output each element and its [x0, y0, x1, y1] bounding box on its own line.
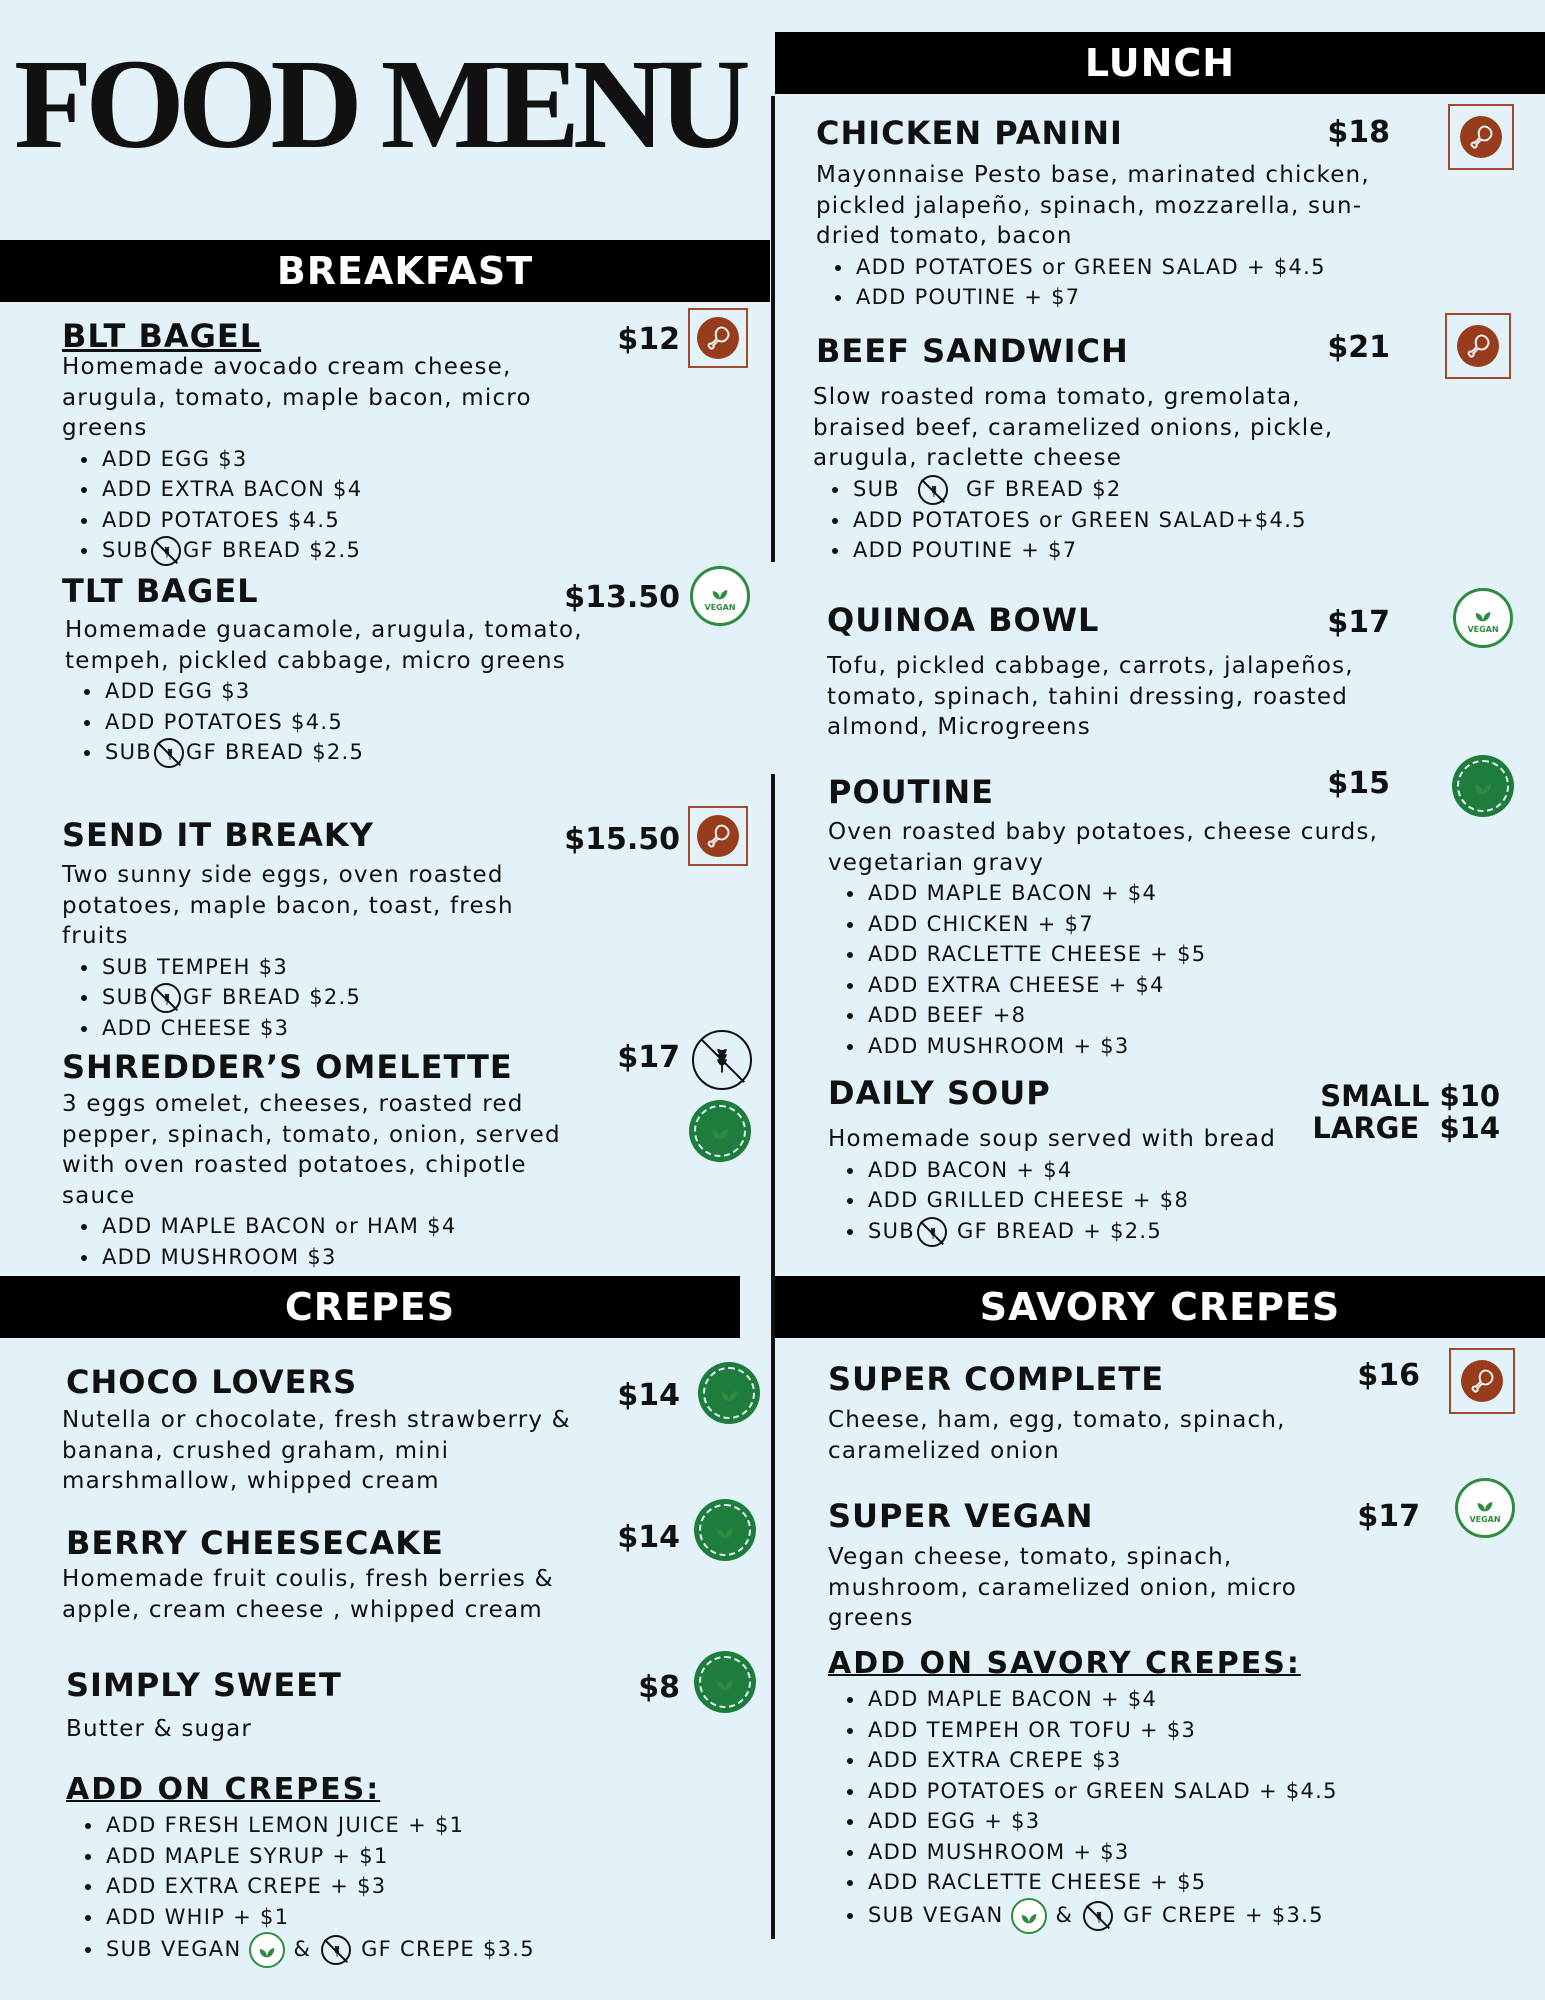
item-desc: Homemade soup served with bread: [828, 1126, 1276, 1152]
vegetarian-icon: [694, 1499, 756, 1561]
section-header-lunch: LUNCH: [775, 32, 1545, 94]
menu-item-super-vegan: [828, 1540, 1348, 1634]
gluten-free-icon: [154, 738, 184, 768]
item-price-quinoa-bowl: $17: [1327, 605, 1390, 640]
savory-addon-list: [828, 1684, 1338, 1934]
item-price-poutine: $15: [1327, 766, 1390, 801]
list-item: • ADD MAPLE BACON or HAM $4: [100, 1211, 582, 1242]
page-title: FOOD MENU: [14, 33, 744, 175]
menu-item-poutine: [828, 815, 1388, 1061]
item-name-berry-cheesecake: BERRY CHEESECAKE: [66, 1524, 444, 1562]
item-addons: [62, 444, 582, 567]
vegan-icon: VEGAN: [1453, 588, 1513, 648]
item-name-chicken-panini: CHICKEN PANINI: [816, 114, 1123, 152]
list-item: • ADD POTATOES or GREEN SALAD + $4.5: [854, 252, 1376, 283]
crepes-addon-title: ADD ON CREPES:: [66, 1772, 381, 1807]
item-desc: Tofu, pickled cabbage, carrots, jalapeños, tomato, spinach, tahini dressing, roasted almond, Microgreens: [827, 653, 1354, 740]
section-header-savory-crepes: SAVORY CREPES: [775, 1276, 1545, 1338]
item-name-tlt-bagel: TLT BAGEL: [62, 572, 259, 610]
list-item: • ADD EGG $3: [103, 676, 585, 707]
menu-item-blt-bagel: [62, 350, 582, 566]
meat-icon: [1448, 104, 1514, 170]
item-name-quinoa-bowl: QUINOA BOWL: [827, 601, 1100, 639]
list-item: • SUB GF BREAD + $2.5: [866, 1216, 1388, 1247]
crepes-addon-list: [66, 1810, 535, 1968]
meat-icon: [1445, 313, 1511, 379]
item-desc: Two sunny side eggs, oven roasted potatoes, maple bacon, toast, fresh fruits: [62, 862, 514, 949]
list-item: • ADD MAPLE BACON + $4: [866, 878, 1388, 909]
menu-item-super-complete: [828, 1403, 1348, 1466]
section-header-crepes: CREPES: [0, 1276, 740, 1338]
item-price-tlt-bagel: $13.50: [564, 580, 680, 615]
price-small: SMALL $10: [1320, 1079, 1500, 1113]
item-addons: [828, 878, 1388, 1061]
section-header-breakfast: BREAKFAST: [0, 240, 770, 302]
item-price-blt-bagel: $12: [617, 322, 680, 357]
list-item: • ADD POTATOES or GREEN SALAD+$4.5: [851, 505, 1373, 536]
menu-item-tlt-bagel: [65, 613, 585, 768]
item-addons: [62, 952, 582, 1044]
item-name-beef-sandwich: BEEF SANDWICH: [816, 332, 1129, 370]
list-item: • ADD RACLETTE CHEESE + $5: [866, 1867, 1338, 1898]
menu-item-chicken-panini: [816, 158, 1376, 313]
gluten-free-icon: [151, 536, 181, 566]
item-desc: Nutella or chocolate, fresh strawberry & banana, crushed graham, mini marshmallow, whipped cream: [62, 1407, 571, 1494]
gluten-free-icon: [918, 475, 948, 505]
item-desc: Homemade avocado cream cheese, arugula, tomato, maple bacon, micro greens: [62, 354, 532, 441]
item-desc: 3 eggs omelet, cheeses, roasted red pepper, spinach, tomato, onion, served with oven roasted potatoes, chipotle sauce: [62, 1091, 561, 1209]
column-divider-bottom: [771, 774, 775, 1939]
vegetarian-icon: [698, 1362, 760, 1424]
item-price-beef-sandwich: $21: [1327, 330, 1390, 365]
list-item: • ADD RACLETTE CHEESE + $5: [866, 939, 1388, 970]
item-name-daily-soup: DAILY SOUP: [828, 1074, 1051, 1112]
menu-item-daily-soup: [828, 1122, 1388, 1247]
list-item: • ADD TEMPEH OR TOFU + $3: [866, 1715, 1338, 1746]
list-item: • ADD POTATOES or GREEN SALAD + $4.5: [866, 1776, 1338, 1807]
list-item: • ADD POUTINE + $7: [854, 282, 1376, 313]
item-desc: Vegan cheese, tomato, spinach, mushroom, caramelized onion, micro greens: [828, 1544, 1297, 1631]
list-item: • ADD BEEF +8: [866, 1000, 1388, 1031]
column-divider-top: [771, 96, 775, 562]
price-large: LARGE $14: [1312, 1111, 1500, 1145]
list-item: • ADD EXTRA CHEESE + $4: [866, 970, 1388, 1001]
vegetarian-icon: [1452, 755, 1514, 817]
meat-icon: [688, 308, 748, 368]
vegan-icon: VEGAN: [1455, 1478, 1515, 1538]
list-item: • ADD GRILLED CHEESE + $8: [866, 1185, 1388, 1216]
gluten-free-icon: [151, 983, 181, 1013]
item-addons: [816, 252, 1376, 313]
menu-item-berry-cheesecake: [62, 1562, 582, 1625]
list-item: • ADD MUSHROOM $3: [100, 1242, 582, 1273]
menu-item-send-it-breaky: [62, 858, 582, 1044]
item-price-send-it-breaky: $15.50: [564, 822, 680, 857]
gluten-free-icon: [1083, 1901, 1113, 1931]
item-name-super-complete: SUPER COMPLETE: [828, 1360, 1165, 1398]
list-item: • SUB GF BREAD $2: [851, 474, 1373, 505]
gluten-free-icon: [321, 1935, 351, 1965]
vegetarian-icon: [694, 1651, 756, 1713]
item-addons: [828, 1155, 1388, 1247]
gluten-free-icon: [917, 1217, 947, 1247]
list-item: • ADD POTATOES $4.5: [103, 707, 585, 738]
list-item: • ADD EXTRA BACON $4: [100, 474, 582, 505]
item-price-choco-lovers: $14: [617, 1378, 680, 1413]
item-name-blt-bagel: BLT BAGEL: [62, 317, 262, 355]
list-item: • ADD FRESH LEMON JUICE + $1: [104, 1810, 535, 1841]
list-item: • SUB GF BREAD $2.5: [100, 535, 582, 566]
list-item: • SUB VEGAN & GF CREPE + $3.5: [866, 1898, 1338, 1934]
vegan-icon: VEGAN: [690, 566, 750, 626]
list-item: • SUB VEGAN & GF CREPE $3.5: [104, 1932, 535, 1968]
item-name-poutine: POUTINE: [828, 773, 995, 811]
item-desc: Homemade fruit coulis, fresh berries & apple, cream cheese , whipped cream: [62, 1566, 554, 1623]
item-addons: [65, 676, 585, 768]
item-desc: Butter & sugar: [66, 1716, 253, 1742]
list-item: • ADD POUTINE + $7: [851, 535, 1373, 566]
list-item: • ADD CHEESE $3: [100, 1013, 582, 1044]
gluten-free-icon: [692, 1030, 752, 1090]
item-desc: Cheese, ham, egg, tomato, spinach, caramelized onion: [828, 1407, 1286, 1464]
list-item: • ADD CHICKEN + $7: [866, 909, 1388, 940]
list-item: • ADD BACON + $4: [866, 1155, 1388, 1186]
item-name-shredders-omelette: SHREDDER’S OMELETTE: [62, 1048, 513, 1086]
list-item: • ADD MAPLE BACON + $4: [866, 1684, 1338, 1715]
vegetarian-icon: [689, 1100, 751, 1162]
item-price-shredders-omelette: $17: [617, 1040, 680, 1075]
item-addons: [62, 1211, 582, 1272]
meat-icon: [688, 806, 748, 866]
menu-item-simply-sweet: [66, 1712, 586, 1745]
list-item: • ADD EGG + $3: [866, 1806, 1338, 1837]
item-price-simply-sweet: $8: [638, 1670, 680, 1705]
list-item: • ADD EGG $3: [100, 444, 582, 475]
list-item: • ADD WHIP + $1: [104, 1902, 535, 1933]
menu-item-choco-lovers: [62, 1403, 582, 1497]
item-price-chicken-panini: $18: [1327, 115, 1390, 150]
list-item: • SUB GF BREAD $2.5: [103, 737, 585, 768]
list-item: • SUB GF BREAD $2.5: [100, 982, 582, 1013]
item-name-simply-sweet: SIMPLY SWEET: [66, 1666, 342, 1704]
item-name-super-vegan: SUPER VEGAN: [828, 1497, 1094, 1535]
item-desc: Oven roasted baby potatoes, cheese curds, vegetarian gravy: [828, 819, 1379, 876]
item-price-super-complete: $16: [1357, 1358, 1420, 1393]
item-desc: Homemade guacamole, arugula, tomato, tempeh, pickled cabbage, micro greens: [65, 617, 583, 674]
vegan-icon: [1011, 1898, 1047, 1934]
menu-item-shredders-omelette: [62, 1087, 582, 1272]
list-item: • ADD MUSHROOM + $3: [866, 1837, 1338, 1868]
list-item: • ADD POTATOES $4.5: [100, 505, 582, 536]
list-item: • ADD MAPLE SYRUP + $1: [104, 1841, 535, 1872]
list-item: • ADD EXTRA CREPE + $3: [104, 1871, 535, 1902]
vegan-icon: [249, 1932, 285, 1968]
item-addons: [813, 474, 1373, 566]
list-item: • SUB TEMPEH $3: [100, 952, 582, 983]
item-price-super-vegan: $17: [1357, 1499, 1420, 1534]
meat-icon: [1449, 1348, 1515, 1414]
item-name-send-it-breaky: SEND IT BREAKY: [62, 816, 374, 854]
savory-addon-title: ADD ON SAVORY CREPES:: [828, 1646, 1301, 1681]
item-desc: Slow roasted roma tomato, gremolata, braised beef, caramelized onions, pickle, arugula, raclette cheese: [813, 384, 1334, 471]
list-item: • ADD MUSHROOM + $3: [866, 1031, 1388, 1062]
item-price-berry-cheesecake: $14: [617, 1520, 680, 1555]
item-desc: Mayonnaise Pesto base, marinated chicken, pickled jalapeño, spinach, mozzarella, sun-dried tomato, bacon: [816, 162, 1370, 249]
menu-item-quinoa-bowl: [827, 649, 1387, 743]
item-name-choco-lovers: CHOCO LOVERS: [66, 1363, 358, 1401]
menu-item-beef-sandwich: [813, 380, 1373, 566]
list-item: • ADD EXTRA CREPE $3: [866, 1745, 1338, 1776]
